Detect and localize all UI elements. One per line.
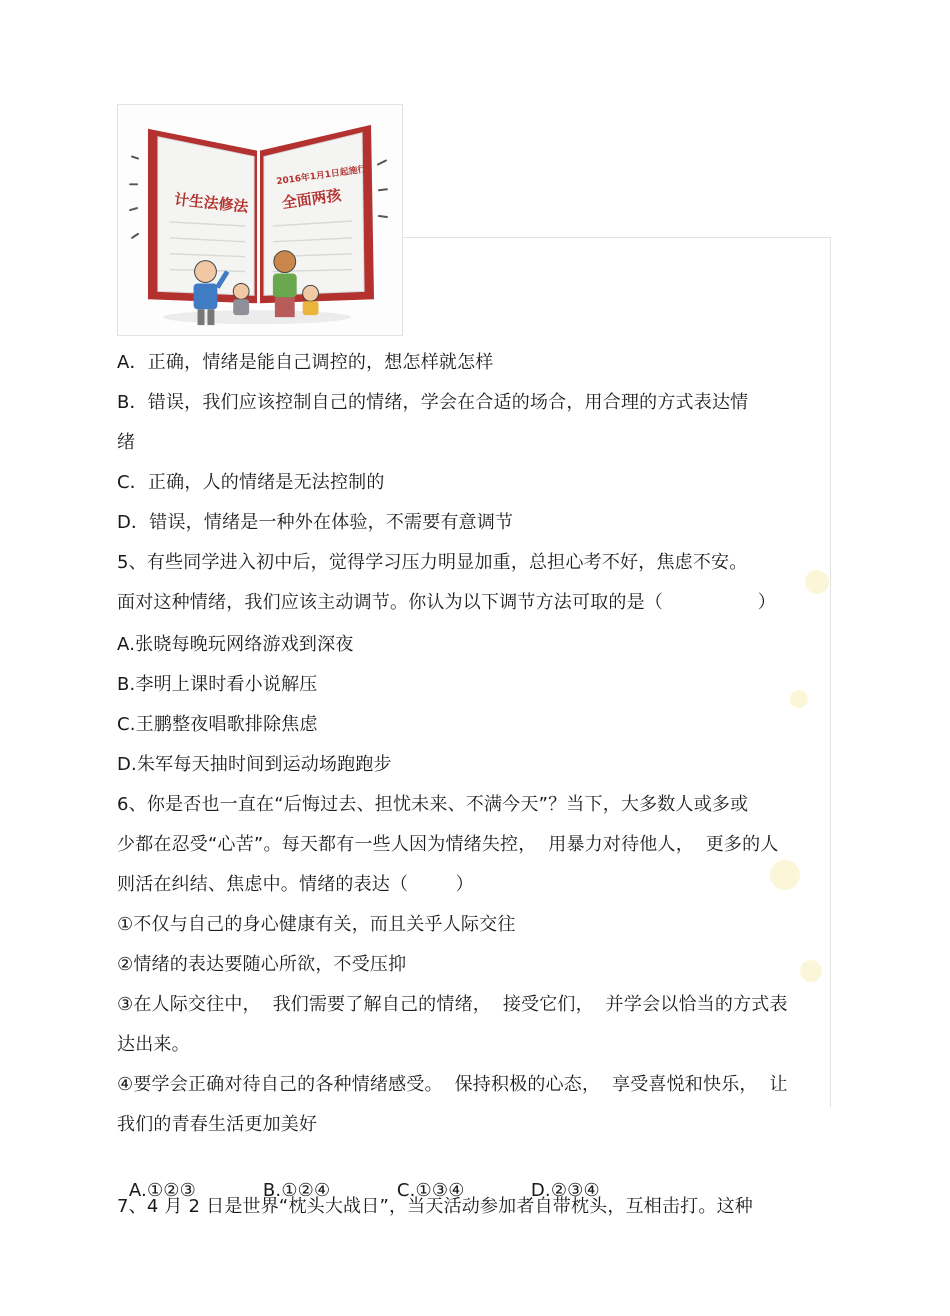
background-sparkle — [770, 860, 800, 890]
q4-option-b: B．错误，我们应该控制自己的情绪，学会在合适的场合，用合理的方式表达情 — [117, 392, 749, 413]
q6-stem-continued-2: 则活在纠结、焦虑中。情绪的表达（ ） — [117, 874, 474, 895]
background-sparkle — [800, 960, 822, 982]
q5-option-d: D.朱军每天抽时间到运动场跑跑步 — [117, 754, 392, 775]
q7-stem: 7、4 月 2 日是世界“枕头大战日”，当天活动参加者自带枕头，互相击打。这种 — [117, 1196, 753, 1217]
background-sparkle — [805, 570, 829, 594]
q4-option-a: A．正确，情绪是能自己调控的，想怎样就怎样 — [117, 352, 494, 373]
q5-stem-continued: 面对这种情绪，我们应该主动调节。你认为以下调节方法可取的是（ ） — [117, 592, 776, 613]
q6-stem: 6、你是否也一直在“后悔过去、担忧未来、不满今天”？当下，大多数人或多或 — [117, 794, 749, 815]
q6-option-d: D.②③④ — [530, 1180, 600, 1201]
q6-item-3: ③在人际交往中， 我们需要了解自己的情绪， 接受它们， 并学会以恰当的方式表 — [117, 994, 788, 1015]
right-page-date: 2016年1月1日起施行 — [275, 164, 368, 188]
q6-item-2: ②情绪的表达要随心所欲，不受压抑 — [117, 954, 407, 975]
q5-option-a: A.张晓每晚玩网络游戏到深夜 — [117, 634, 354, 655]
q6-option-c: C.①③④ — [396, 1180, 465, 1201]
frame-line-right — [830, 237, 831, 1107]
q6-item-1: ①不仅与自己的身心健康有关，而且关乎人际交往 — [117, 914, 516, 935]
q6-item-4: ④要学会正确对待自己的各种情绪感受。 保持积极的心态， 享受喜悦和快乐， 让 — [117, 1074, 788, 1095]
q6-option-b: B.①②④ — [262, 1180, 331, 1201]
q5-stem: 5、有些同学进入初中后，觉得学习压力明显加重，总担心考不好，焦虑不安。 — [117, 552, 748, 573]
q6-stem-continued: 少都在忍受“心苦”。每天都有一些人因为情绪失控， 用暴力对待他人， 更多的人 — [117, 834, 779, 855]
q5-option-b: B.李明上课时看小说解压 — [117, 674, 318, 695]
book-illustration — [117, 104, 403, 336]
q6-option-a: A.①②③ — [128, 1180, 196, 1201]
frame-line-top — [403, 237, 831, 238]
background-sparkle — [790, 690, 808, 708]
q4-option-d: D．错误，情绪是一种外在体验，不需要有意调节 — [117, 512, 514, 533]
q5-option-c: C.王鹏整夜唱歌排除焦虑 — [117, 714, 318, 735]
book-illustration-svg — [118, 105, 402, 335]
q6-item-4-continued: 我们的青春生活更加美好 — [117, 1114, 318, 1135]
right-page-title: 全面两孩 — [280, 185, 343, 213]
q4-option-c: C．正确，人的情绪是无法控制的 — [117, 472, 385, 493]
q6-item-3-continued: 达出来。 — [117, 1034, 190, 1055]
q4-option-b-continued: 绪 — [117, 432, 136, 453]
left-page-title: 计生法修法 — [173, 190, 250, 216]
